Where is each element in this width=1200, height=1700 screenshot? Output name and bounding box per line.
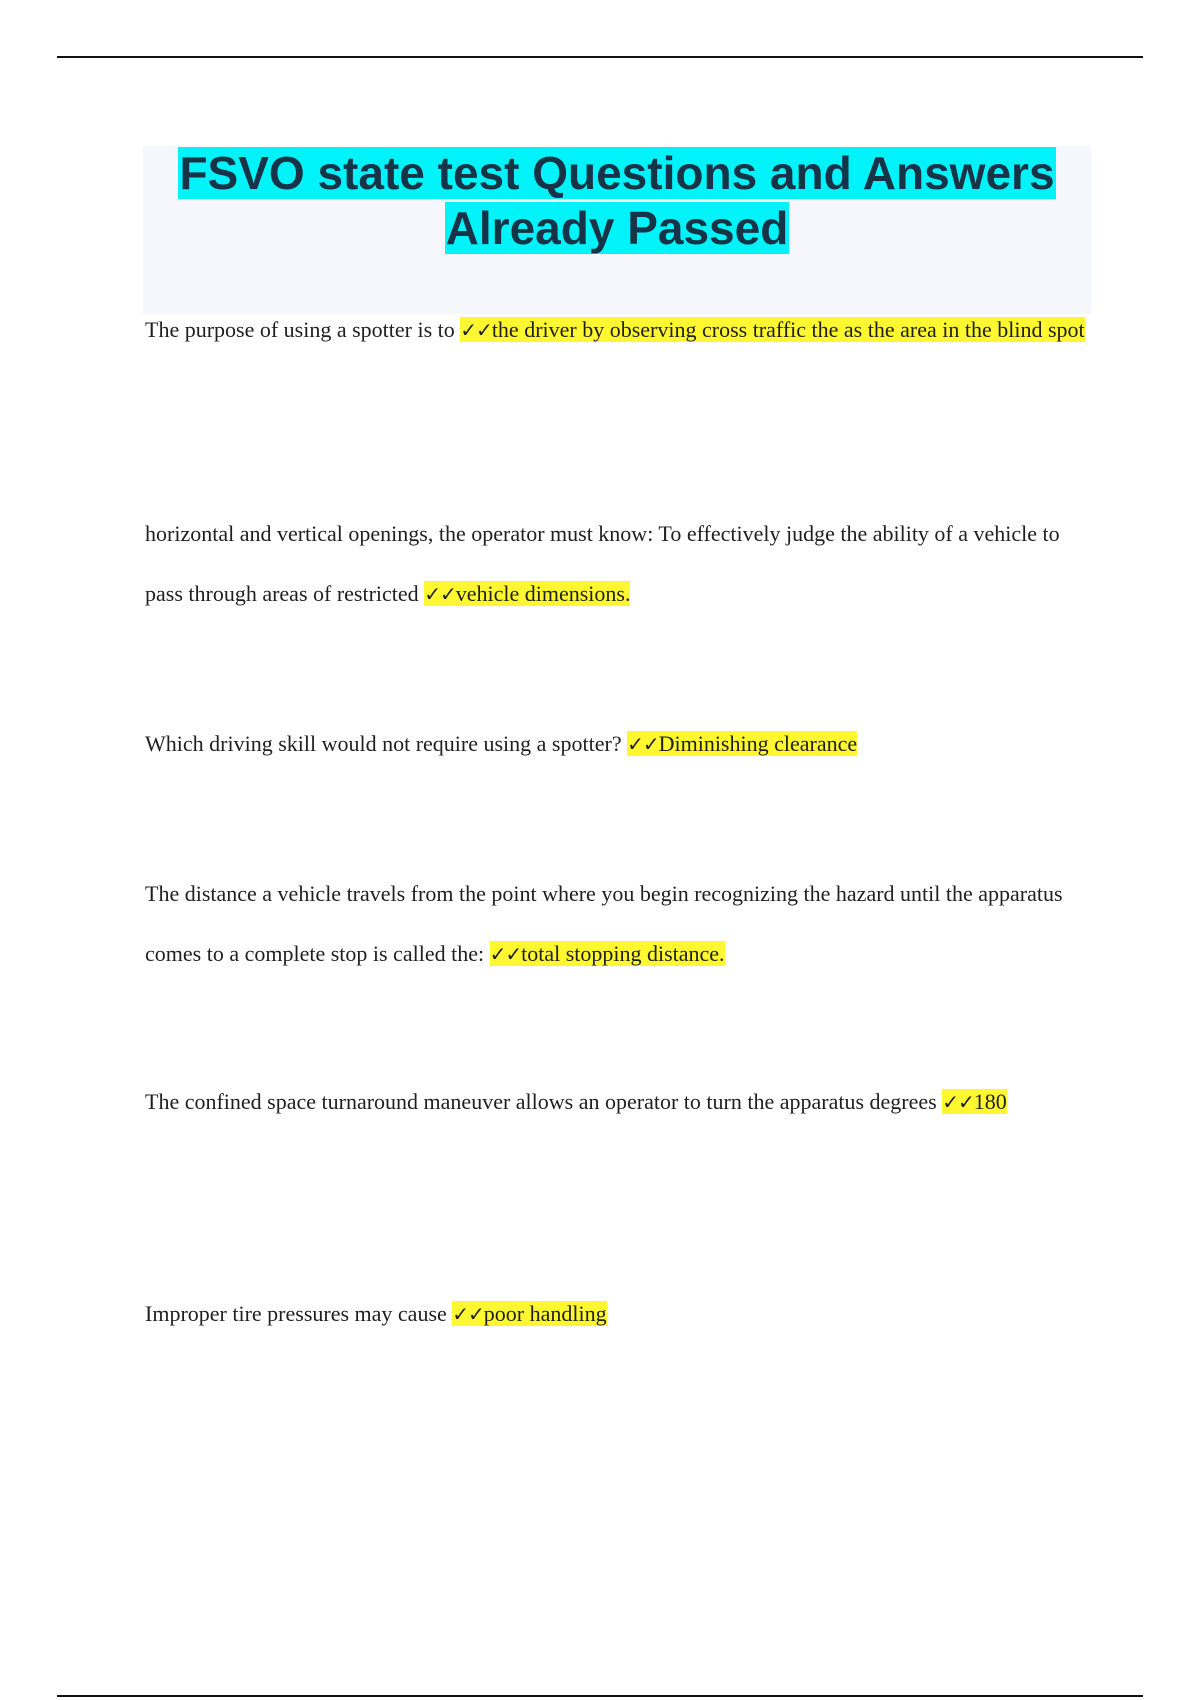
qa-item-4 <box>145 864 1085 984</box>
answer-text: vehicle dimensions. <box>455 581 631 606</box>
qa-item-6 <box>145 1284 1085 1344</box>
answer-text: the driver by observing cross traffic the as the area in the blind spot <box>491 317 1085 342</box>
answer-highlight <box>452 1301 606 1326</box>
answer-highlight <box>460 317 1084 342</box>
answer-highlight <box>627 731 857 756</box>
document-title-line-2: Already Passed <box>445 202 789 254</box>
answer-text: 180 <box>973 1089 1007 1114</box>
question-text: The confined space turnaround maneuver allows an operator to turn the apparatus degrees <box>145 1089 943 1114</box>
double-check-icon: ✓✓ <box>489 942 522 966</box>
double-check-icon: ✓✓ <box>424 582 456 606</box>
footer-rule <box>57 1695 1143 1697</box>
double-check-icon: ✓✓ <box>460 318 492 342</box>
qa-item-3 <box>145 714 1085 774</box>
qa-item-1 <box>145 300 1085 360</box>
double-check-icon: ✓✓ <box>452 1302 484 1326</box>
document-title-line-1: FSVO state test Questions and Answers <box>179 147 1055 199</box>
question-text: horizontal and vertical openings, the operator must know: To effectively judge the ability of a vehicle to pass through areas of restricted <box>145 521 1060 606</box>
question-text: The purpose of using a spotter is to <box>145 317 461 342</box>
answer-text: poor handling <box>483 1301 607 1326</box>
double-check-icon: ✓✓ <box>627 732 659 756</box>
answer-text: total stopping distance. <box>521 941 725 966</box>
qa-item-2 <box>145 504 1085 624</box>
answer-highlight <box>490 941 725 966</box>
answer-highlight <box>942 1089 1007 1114</box>
double-check-icon: ✓✓ <box>942 1090 974 1114</box>
qa-item-5 <box>145 1072 1085 1132</box>
header-rule <box>57 56 1143 58</box>
question-text: Improper tire pressures may cause <box>145 1301 453 1326</box>
answer-text: Diminishing clearance <box>658 731 858 756</box>
question-text: Which driving skill would not require using a spotter? <box>145 731 628 756</box>
title-block <box>143 146 1091 314</box>
question-text: The distance a vehicle travels from the point where you begin recognizing the hazard until the apparatus comes to a complete stop is called the: <box>145 881 1063 966</box>
answer-highlight <box>424 581 630 606</box>
